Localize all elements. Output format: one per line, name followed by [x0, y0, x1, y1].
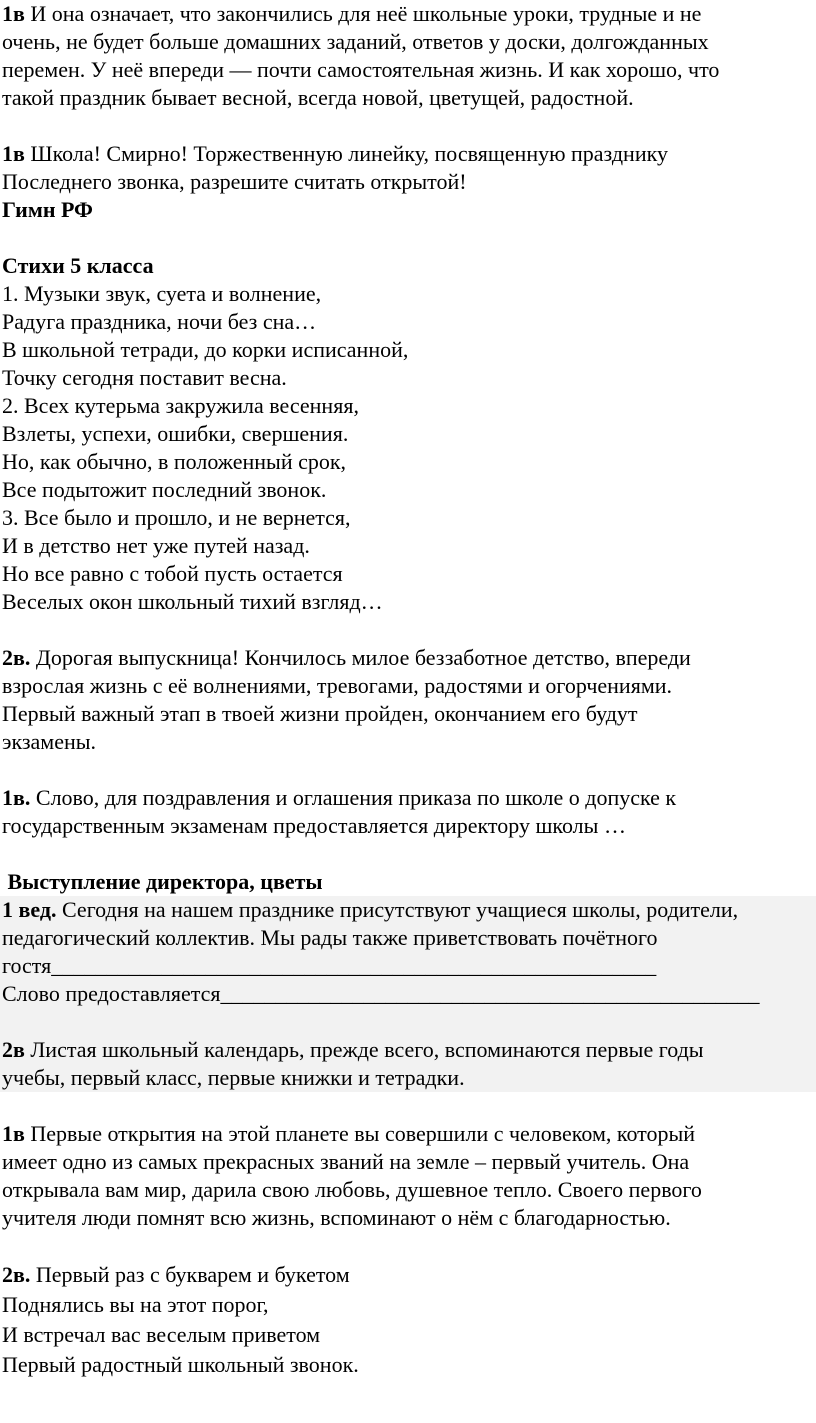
paragraph-text: Листая школьный календарь, прежде всего, вспоминаются первые годы: [24, 1037, 704, 1062]
paragraph-7: [2, 1120, 816, 1232]
paragraph-text: Последнего звонка, разрешите считать открытой!: [2, 169, 467, 194]
paragraph-text: Первые открытия на этой планете вы совершили с человеком, который: [24, 1121, 696, 1146]
paragraph-line: [2, 1260, 816, 1290]
poem-line: 2. Всех кутерьма закружила весенняя,: [2, 393, 359, 418]
poem-line: Радуга праздника, ночи без сна…: [2, 309, 317, 334]
poem-line: Поднялись вы на этот порог,: [2, 1292, 269, 1317]
paragraph-line: [2, 644, 816, 672]
poem-line: Точку сегодня поставит весна.: [2, 365, 287, 390]
poem-line: Веселых окон школьный тихий взгляд…: [2, 589, 383, 614]
poem-line: И в детство нет уже путей назад.: [2, 533, 310, 558]
speaker-label: 1в: [2, 1121, 25, 1146]
paragraph-line: [2, 0, 816, 28]
paragraph-2: [2, 140, 816, 196]
poem-line: Взлеты, успехи, ошибки, свершения.: [2, 421, 349, 446]
speaker-label: 2в: [2, 1037, 25, 1062]
paragraph-line: [2, 896, 816, 924]
paragraph-line: [2, 784, 816, 812]
paragraph-text: открывала вам мир, дарила свою любовь, душевное тепло. Своего первого: [2, 1177, 702, 1202]
paragraph-6: [2, 1036, 816, 1092]
paragraph-3: [2, 644, 816, 756]
anthem-heading: Гимн РФ: [2, 197, 93, 222]
paragraph-text: Дорогая выпускница! Кончилось милое беззаботное детство, впереди: [30, 645, 691, 670]
paragraph-text: учебы, первый класс, первые книжки и тетрадки.: [2, 1065, 465, 1090]
poems-heading: Стихи 5 класса: [2, 253, 154, 278]
poem-line: Первый раз с букварем и букетом: [30, 1262, 350, 1287]
paragraph-8: [2, 1260, 816, 1380]
poem-line: Но все равно с тобой пусть остается: [2, 561, 343, 586]
spacer: [2, 1232, 816, 1260]
shaded-section: [0, 896, 816, 1092]
guest-blank-line: гостя_______________________________________________________: [2, 953, 657, 978]
poem-line: Первый радостный школьный звонок.: [2, 1352, 359, 1377]
paragraph-text: экзамены.: [2, 729, 97, 754]
paragraph-text: государственным экзаменам предоставляется директору школы …: [2, 813, 626, 838]
spacer: [2, 224, 816, 252]
poem-line: Но, как обычно, в положенный срок,: [2, 449, 347, 474]
paragraph-text: И она означает, что закончились для неё школьные уроки, трудные и не: [24, 1, 702, 26]
paragraph-line: [2, 1120, 816, 1148]
speaker-label: 1в.: [2, 785, 31, 810]
speaker-label: 1в: [2, 141, 25, 166]
spacer: [2, 616, 816, 644]
speaker-blank-line: Слово предоставляется_________________________________________________: [2, 981, 760, 1006]
poem-line: И встречал вас веселым приветом: [2, 1322, 321, 1347]
paragraph-text: педагогический коллектив. Мы рады также приветствовать почётного: [2, 925, 658, 950]
poem-line: В школьной тетради, до корки исписанной,: [2, 337, 409, 362]
director-heading: Выступление директора, цветы: [2, 869, 323, 894]
paragraph-text: взрослая жизнь с её волнениями, тревогами, радостями и огорчениями.: [2, 673, 673, 698]
paragraph-line: [2, 1036, 816, 1064]
spacer: [2, 756, 816, 784]
paragraph-text: Слово, для поздравления и оглашения приказа по школе о допуске к: [30, 785, 677, 810]
poem-line: Все подытожит последний звонок.: [2, 477, 327, 502]
spacer: [2, 112, 816, 140]
spacer: [2, 1092, 816, 1120]
paragraph-text: перемен. У неё впереди — почти самостоятельная жизнь. И как хорошо, что: [2, 57, 720, 82]
paragraph-line: [2, 140, 816, 168]
poem-line: 1. Музыки звук, суета и волнение,: [2, 281, 322, 306]
spacer: [2, 1008, 816, 1036]
poem-block: [2, 280, 816, 616]
paragraph-text: очень, не будет больше домашних заданий, ответов у доски, долгожданных: [2, 29, 709, 54]
paragraph-5: [2, 896, 816, 1008]
paragraph-text: имеет одно из самых прекрасных званий на земле – первый учитель. Она: [2, 1149, 690, 1174]
paragraph-text: Первый важный этап в твоей жизни пройден, окончанием его будут: [2, 701, 638, 726]
speaker-label: 2в.: [2, 645, 31, 670]
paragraph-text: Сегодня на нашем празднике присутствуют учащиеся школы, родители,: [56, 897, 739, 922]
paragraph-text: такой праздник бывает весной, всегда новой, цветущей, радостной.: [2, 85, 634, 110]
speaker-label: 2в.: [2, 1262, 31, 1287]
spacer: [2, 840, 816, 868]
speaker-label: 1в: [2, 1, 25, 26]
paragraph-4: [2, 784, 816, 840]
paragraph-1: [2, 0, 816, 112]
speaker-label: 1 вед.: [2, 897, 57, 922]
poem-line: 3. Все было и прошло, и не вернется,: [2, 505, 351, 530]
paragraph-text: учителя люди помнят всю жизнь, вспоминают о нём с благодарностью.: [2, 1205, 671, 1230]
paragraph-text: Школа! Смирно! Торжественную линейку, посвященную празднику: [24, 141, 668, 166]
